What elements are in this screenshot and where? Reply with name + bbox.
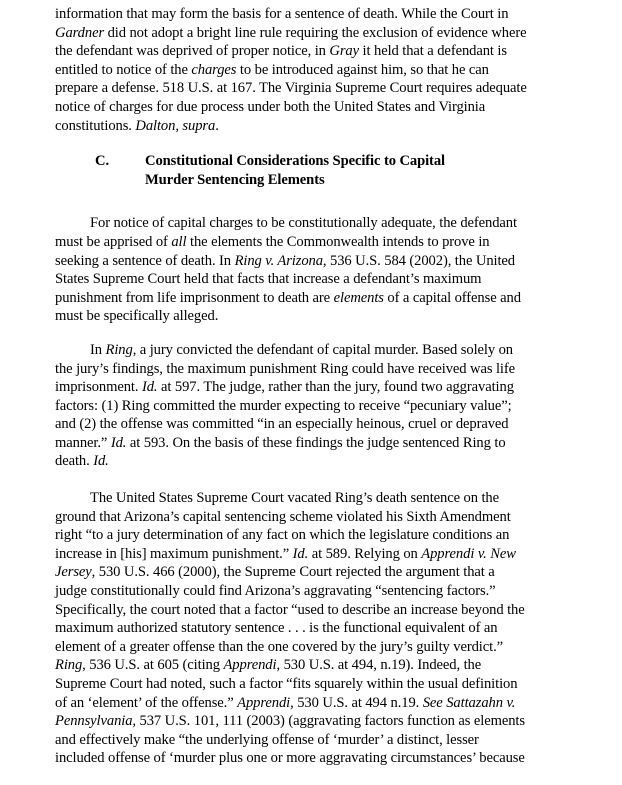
text-line — [55, 341, 584, 360]
italic-citation-text: elements — [333, 289, 384, 306]
body-text: of a capital offense and — [383, 289, 521, 306]
body-text: at 597. The judge, rather than the jury, found two aggravating — [157, 379, 514, 396]
body-text: judge constitutionally could find Arizona’s aggravating “sentencing factors.” — [55, 583, 496, 600]
text-line — [55, 270, 584, 289]
body-text: notice of charges for due process under both the United States and Virginia — [55, 98, 486, 115]
italic-citation-text: Id. — [141, 379, 158, 396]
body-text: manner.” — [55, 434, 111, 451]
italic-citation-text: Dalton, supra — [135, 117, 216, 134]
body-text: , 536 U.S. 584 (2002), the United — [322, 252, 515, 269]
body-text: the defendant was deprived of proper notice, in — [55, 43, 330, 60]
text-line — [55, 749, 584, 768]
body-text: , 530 U.S. at 494 n.19. — [290, 694, 423, 711]
body-text: maximum authorized statutory sentence . . . is the functional equivalent of an — [55, 620, 498, 637]
italic-citation-text: Ring — [105, 341, 133, 358]
text-line — [55, 397, 584, 416]
text-line — [55, 415, 584, 434]
text-line — [55, 508, 584, 527]
text-line — [55, 619, 584, 638]
text-line — [55, 307, 584, 326]
body-text: element of a greater offense than the one covered by the jury’s guilty verdict.” — [55, 638, 504, 655]
italic-citation-text: Ring v. Arizona — [234, 252, 323, 269]
text-line — [55, 117, 584, 136]
italic-citation-text: Id. — [292, 545, 309, 562]
heading-line: Murder Sentencing Elements — [145, 171, 325, 188]
italic-citation-text: Ring — [55, 657, 83, 674]
body-text: increase in [his] maximum punishment.” — [55, 545, 293, 562]
body-text: punishment from life imprisonment to death are — [55, 289, 334, 306]
text-line — [55, 656, 584, 675]
body-text: , 530 U.S. 466 (2000), the Supreme Court rejected the argument that a — [91, 564, 495, 581]
text-line — [55, 42, 584, 61]
text-line — [55, 563, 584, 582]
text-line — [55, 731, 584, 750]
text-line — [55, 360, 584, 379]
heading-number: C. — [95, 153, 109, 170]
body-text: must be specifically alleged. — [55, 308, 219, 325]
italic-citation-text: all — [171, 233, 187, 250]
italic-citation-text: Jersey — [55, 564, 92, 581]
italic-citation-text: Pennsylvania — [55, 713, 133, 730]
body-text: at 593. On the basis of these findings the judge sentenced Ring to — [126, 434, 506, 451]
body-text: constitutions. — [55, 117, 136, 134]
text-line — [55, 79, 584, 98]
body-text: of an ‘element’ of the offense.” — [55, 694, 238, 711]
italic-citation-text: Gardner — [55, 24, 105, 41]
body-text: death. — [55, 453, 94, 470]
body-text: , 537 U.S. 101, 111 (2003) (aggravating factors function as elements — [132, 713, 525, 730]
text-line — [55, 378, 584, 397]
body-text: , 530 U.S. at 494, n.19). Indeed, the — [276, 657, 482, 674]
text-line — [55, 712, 584, 731]
body-text: to be introduced against him, so that he can — [236, 61, 489, 78]
text-line — [55, 526, 584, 545]
body-text: factors: (1) Ring committed the murder expecting to receive “pecuniary value”; — [55, 397, 512, 414]
body-text: For notice of capital charges to be constitutionally adequate, the defendant — [90, 215, 517, 232]
body-paragraph — [55, 5, 584, 135]
text-line — [55, 98, 584, 117]
body-text: right “to a jury determination of any fact on which the legislature conditions an — [55, 527, 510, 544]
body-text: Specifically, the court noted that a factor “used to describe an increase beyond the — [55, 601, 525, 618]
body-text: . — [215, 117, 219, 134]
italic-citation-text: Id. — [93, 453, 109, 470]
body-text: and (2) the offense was committed “in an especially heinous, cruel or depraved — [55, 416, 509, 433]
italic-citation-text: Id. — [110, 434, 127, 451]
italic-citation-text: Apprendi v. New — [421, 545, 516, 562]
text-line — [55, 489, 584, 508]
text-line — [55, 233, 584, 252]
body-text: entitled to notice of the — [55, 61, 192, 78]
body-text: seeking a sentence of death. In — [55, 252, 235, 269]
text-line — [55, 694, 584, 713]
heading-line: Constitutional Considerations Specific to Capital — [145, 153, 445, 170]
text-line — [55, 675, 584, 694]
body-paragraph — [55, 489, 584, 768]
text-line — [55, 452, 584, 471]
italic-citation-text: See Sattazahn v. — [422, 694, 516, 711]
body-text: the jury’s findings, the maximum punishment Ring could have received was life — [55, 360, 516, 377]
text-line — [55, 214, 584, 233]
body-text: States Supreme Court held that facts that increase a defendant’s maximum — [55, 271, 482, 288]
text-line — [55, 61, 584, 80]
body-text: Supreme Court had noted, such a factor “fits squarely within the usual definition — [55, 676, 518, 692]
body-text: In — [90, 341, 106, 358]
body-paragraph — [55, 341, 584, 471]
text-line — [55, 638, 584, 657]
body-text: , 536 U.S. at 605 (citing — [82, 657, 224, 674]
text-line — [55, 5, 584, 24]
text-line — [55, 434, 584, 453]
text-line — [55, 601, 584, 620]
body-text: prepare a defense. 518 U.S. at 167. The Virginia Supreme Court requires adequate — [55, 80, 527, 97]
body-paragraph — [55, 214, 584, 326]
body-text: must be apprised of — [55, 233, 172, 250]
body-text: ground that Arizona’s capital sentencing scheme violated his Sixth Amendment — [55, 508, 511, 525]
body-text: , a jury convicted the defendant of capital murder. Based solely on — [132, 341, 514, 358]
italic-citation-text: Apprendi — [237, 694, 291, 711]
text-line — [55, 252, 584, 271]
italic-citation-text: Apprendi — [223, 657, 277, 674]
section-heading — [95, 152, 584, 189]
body-text: The United States Supreme Court vacated Ring’s death sentence on the — [90, 490, 500, 507]
body-text: at 589. Relying on — [308, 545, 422, 562]
body-text: it held that a defendant is — [359, 43, 507, 60]
body-text: did not adopt a bright line rule requiring the exclusion of evidence where — [104, 24, 527, 41]
body-text: information that may form the basis for a sentence of death. While the Court in — [55, 6, 509, 22]
text-line — [55, 582, 584, 601]
heading-text — [145, 152, 445, 189]
text-line — [55, 545, 584, 564]
text-line — [55, 24, 584, 43]
body-text: imprisonment. — [55, 379, 142, 396]
text-line — [55, 289, 584, 308]
italic-citation-text: charges — [191, 61, 237, 78]
body-text: included offense of ‘murder plus one or more aggravating circumstances’ because — [55, 750, 525, 767]
body-text: the elements the Commonwealth intends to prove in — [186, 233, 490, 250]
body-text: and effectively make “the underlying offense of ‘murder’ a distinct, lesser — [55, 731, 479, 748]
italic-citation-text: Gray — [329, 43, 359, 60]
